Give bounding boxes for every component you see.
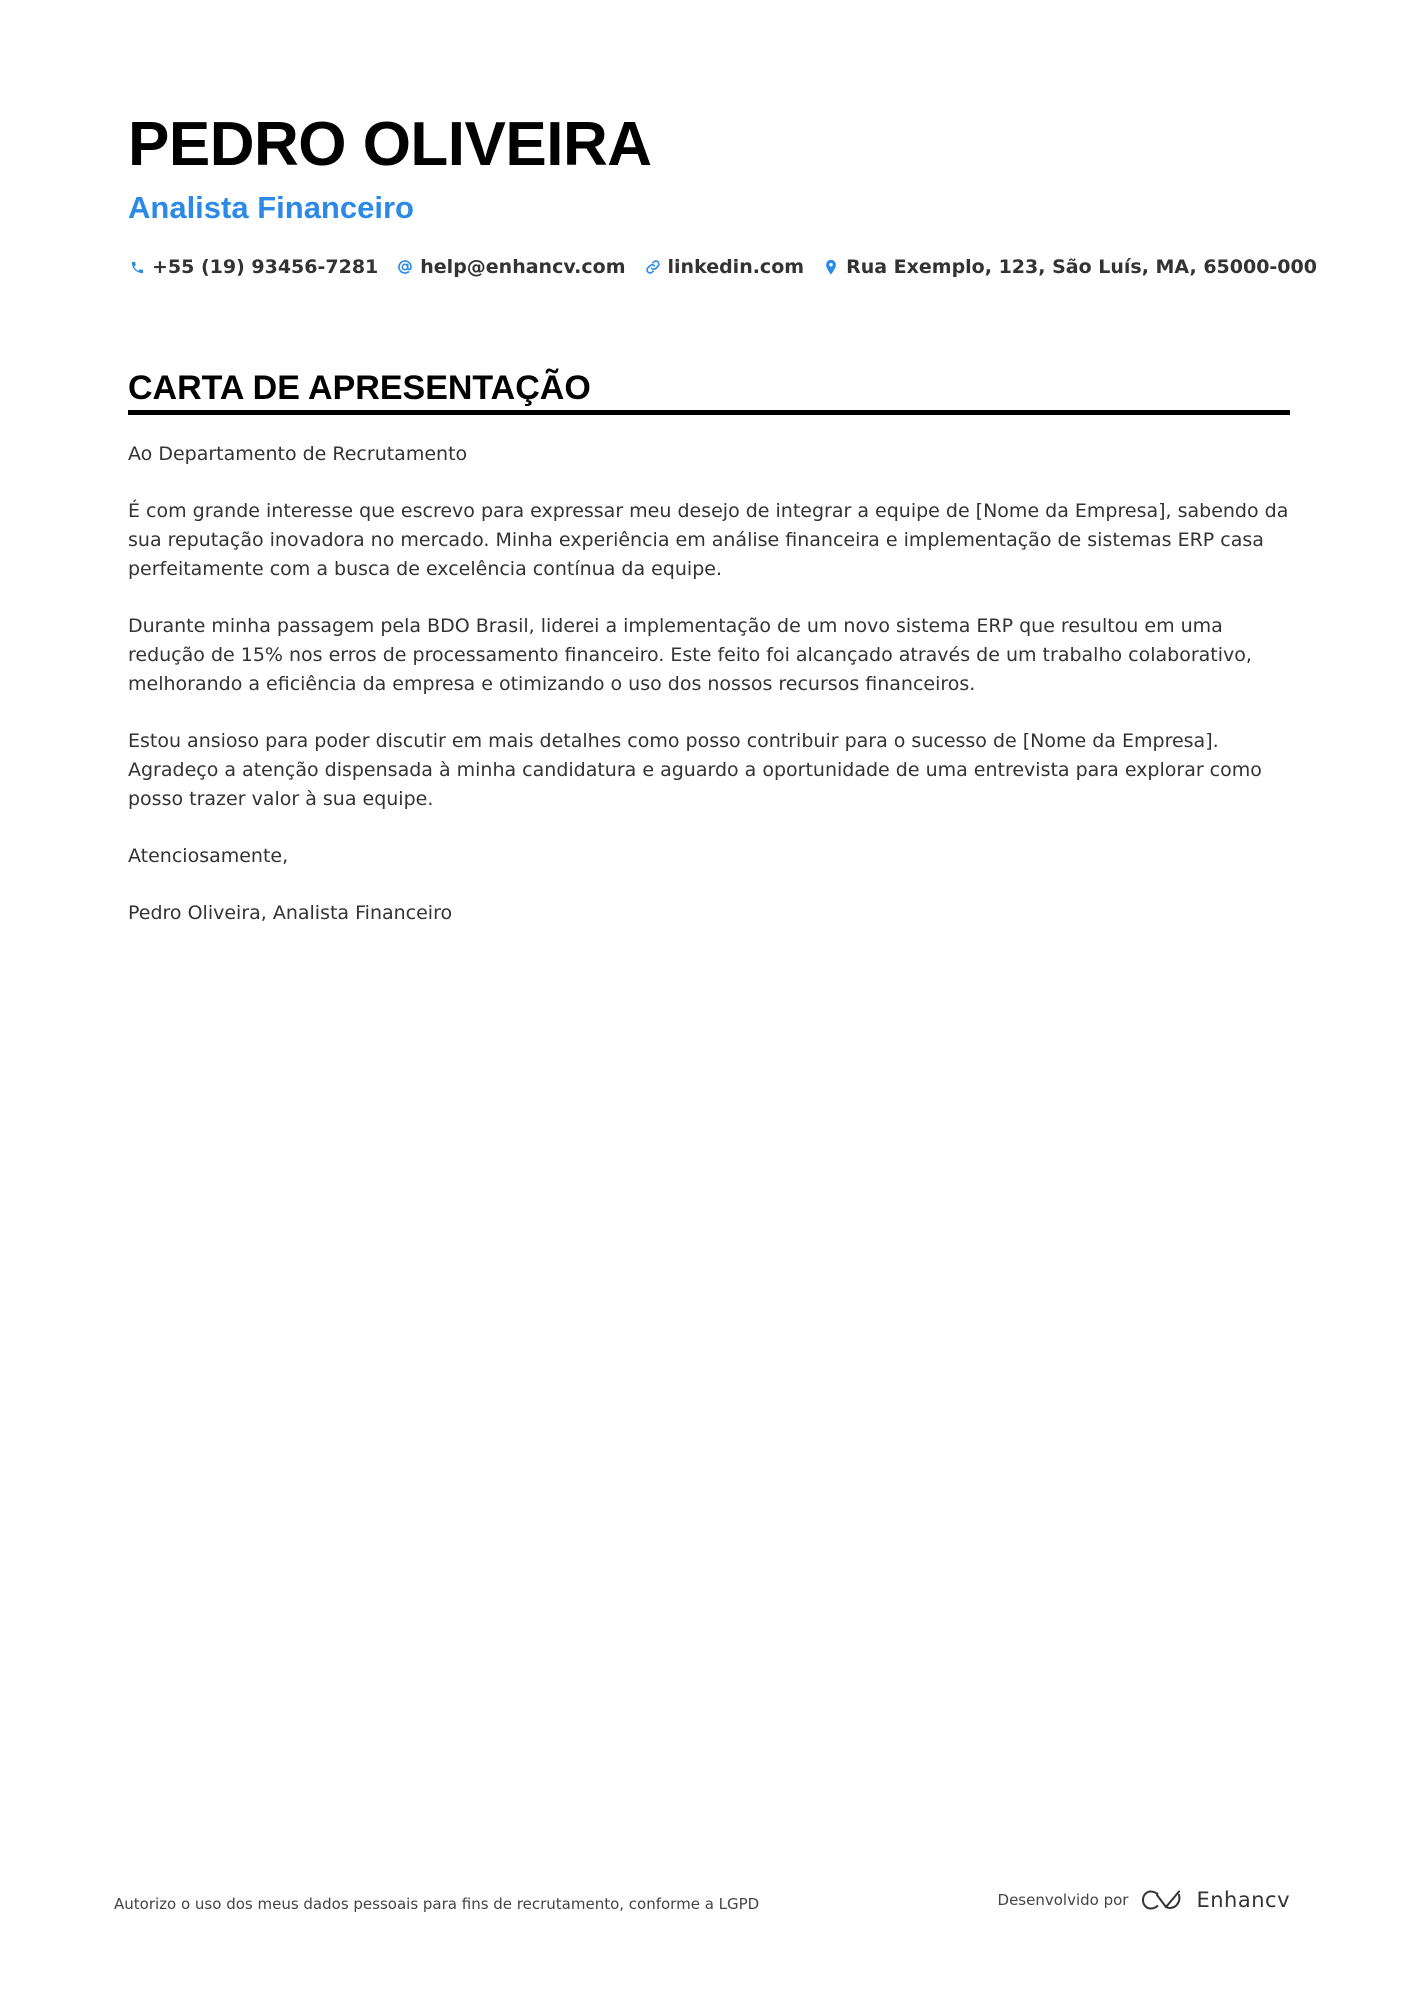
- at-icon: [396, 258, 414, 276]
- candidate-title: Analista Financeiro: [128, 190, 414, 225]
- contact-bar: [128, 252, 1335, 282]
- candidate-name: PEDRO OLIVEIRA: [128, 110, 652, 179]
- footer-branding[interactable]: [990, 1888, 1290, 1912]
- powered-by-label: Desenvolvido por: [997, 1891, 1129, 1909]
- letter-salutation: Ao Departamento de Recrutamento: [128, 443, 468, 465]
- letter-paragraph: É com grande interesse que escrevo para expressar meu desejo de integrar a equipe de [Nome da Empresa], sabendo da sua reputação inovadora no mercado. Minha experiência em análise financeira e implementação de sistemas ERP casa perfeitamente com a busca de excelência contínua da equipe.: [128, 500, 1289, 580]
- contact-address-text: Rua Exemplo, 123, São Luís, MA, 65000-000: [846, 256, 1317, 278]
- contact-email-text: help@enhancv.com: [420, 256, 626, 278]
- phone-icon: [128, 258, 146, 276]
- link-icon: [644, 258, 662, 276]
- location-pin-icon: [822, 258, 840, 276]
- contact-linkedin[interactable]: [644, 252, 805, 282]
- letter-paragraph: Durante minha passagem pela BDO Brasil, liderei a implementação de um novo sistema ERP que resultou em uma redução de 15% nos erros de processamento financeiro. Este feito foi alcançado através de um trabalho colaborativo, melhorando a eficiência da empresa e otimizando o uso dos nossos recursos financeiros.: [128, 615, 1252, 695]
- contact-address: [822, 252, 1317, 282]
- section-divider: [128, 410, 1290, 415]
- brand-name: Enhancv: [1196, 1888, 1290, 1912]
- section-title: CARTA DE APRESENTAÇÃO: [128, 369, 591, 407]
- letter-signature: Pedro Oliveira, Analista Financeiro: [128, 902, 453, 924]
- footer-consent-text: Autorizo o uso dos meus dados pessoais para fins de recrutamento, conforme a LGPD: [114, 1895, 760, 1913]
- contact-email[interactable]: [396, 252, 625, 282]
- enhancv-logo-icon: [1140, 1888, 1186, 1912]
- letter-body: [128, 440, 1290, 956]
- letter-paragraph: Estou ansioso para poder discutir em mais detalhes como posso contribuir para o sucesso de [Nome da Empresa]. Agradeço a atenção dispensada à minha candidatura e aguardo a oportunidade de uma entrevista para explorar como posso trazer valor à sua equipe.: [128, 730, 1262, 810]
- contact-phone-text: +55 (19) 93456-7281: [152, 256, 379, 278]
- letter-closing: Atenciosamente,: [128, 845, 289, 867]
- contact-linkedin-text: linkedin.com: [667, 256, 805, 278]
- contact-phone: [128, 252, 378, 282]
